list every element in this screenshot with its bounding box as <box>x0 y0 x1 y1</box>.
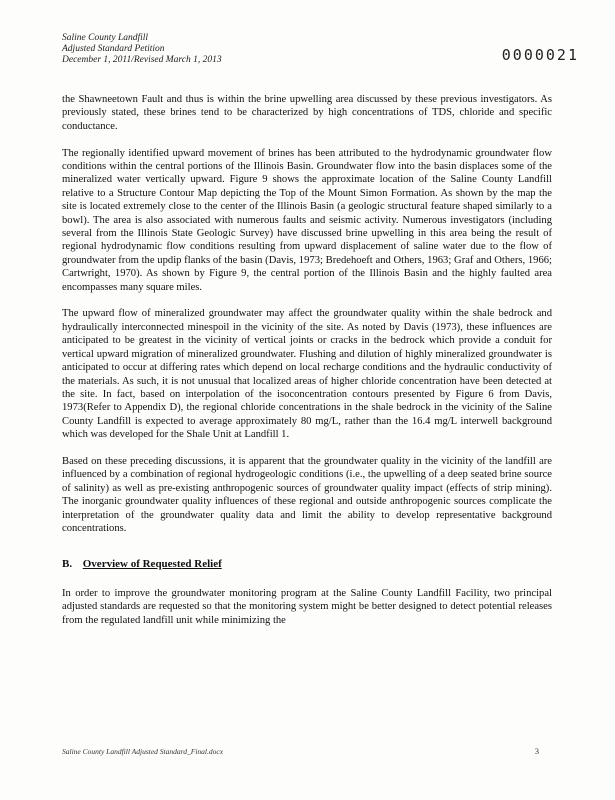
header-site-name: Saline County Landfill <box>62 33 149 43</box>
section-heading <box>62 558 552 571</box>
paragraph-brine-movement: The regionally identified upward movement of brines has been attributed to the hydrodynamic groundwater flow conditions within the central portions of the Illinois Basin. Groundwater flow into the basin displaces some of the mineralized water vertically upward. Figure 9 shows the approximate location of the Saline County Landfill relative to a Structure Contour Map depicting the Top of the Mount Simon Formation. As shown by the map the site is located extremely close to the center of the Illinois Basin (a geologic structural feature shaped similarly to a bowl). The area is also associated with numerous faults and seismic activity. Numerous investigators (including several from the Illinois State Geologic Survey) have discussed brine upwelling in this area being the result of regional hydrodynamic flow conditions resulting from upward displacement of saline water due to the flow of groundwater from the updip flanks of the basin (Davis, 1973; Bredehoeft and Others, 1963; Graf and Others, 1966; Cartwright, 1970). As shown by Figure 9, the central portion of the Illinois Basin and the highly faulted area encompasses many square miles. <box>62 147 552 293</box>
paragraph-requested-relief: In order to improve the groundwater monitoring program at the Saline County Landfill Facility, two principal adjusted standards are requested so that the monitoring system might be better designed to detect potential releases from the regulated landfill unit while minimizing the <box>62 587 552 626</box>
section-number: B. <box>62 558 73 571</box>
page-number: 3 <box>534 746 539 756</box>
paragraph-shawneetown-fault: the Shawneetown Fault and thus is within the brine upwelling area discussed by these previous investigators. As previously stated, these brines tend to be characterized by high concentrations of TDS, chloride and specific conductance. <box>62 94 552 132</box>
bates-number: 0000021 <box>501 46 579 64</box>
header-date: December 1, 2011/Revised March 1, 2013 <box>62 55 222 65</box>
paragraph-conclusions: Based on these preceding discussions, it is apparent that the groundwater quality in the vicinity of the landfill are influenced by a combination of regional hydrogeologic conditions (i.e., the upwelling of a deep seated brine source of salinity) as well as pre-existing anthropogenic sources of groundwater quality impact (effects of strip mining). The inorganic groundwater quality influences of these regional and outside anthropogenic sources complicate the interpretation of the groundwater quality data and limit the ability to develop representative background concentrations. <box>62 455 552 534</box>
footer-filename: Saline County Landfill Adjusted Standard_Final.docx <box>62 747 224 756</box>
header-document-title: Adjusted Standard Petition <box>62 44 165 54</box>
document-body <box>62 93 552 640</box>
paragraph-upward-flow: The upward flow of mineralized groundwater may affect the groundwater quality within the shale bedrock and hydraulically interconnected minespoil in the vicinity of the site. As noted by Davis (1973), these influences are anticipated to be greatest in the vicinity of vertical joints or cracks in the bedrock which provide a conduit for vertical upward migration of mineralized groundwater. Flushing and dilution of highly mineralized groundwater is anticipated to occur at differing rates which depend on local recharge conditions and the hydraulic conductivity of the materials. As such, it is not unusual that localized areas of higher chloride concentration have been detected at the site. In fact, based on interpolation of the isoconcentration contours presented by Figure 6 from Davis, 1973(Refer to Appendix D), the regional chloride concentrations in the shale bedrock in the vicinity of the Saline County Landfill is expected to average approximately 80 mg/L, rather than the 16.4 mg/L interwell background which was developed for the Shale Unit at Landfill 1. <box>62 308 552 441</box>
running-header <box>62 33 222 66</box>
section-title: Overview of Requested Relief <box>82 558 222 571</box>
